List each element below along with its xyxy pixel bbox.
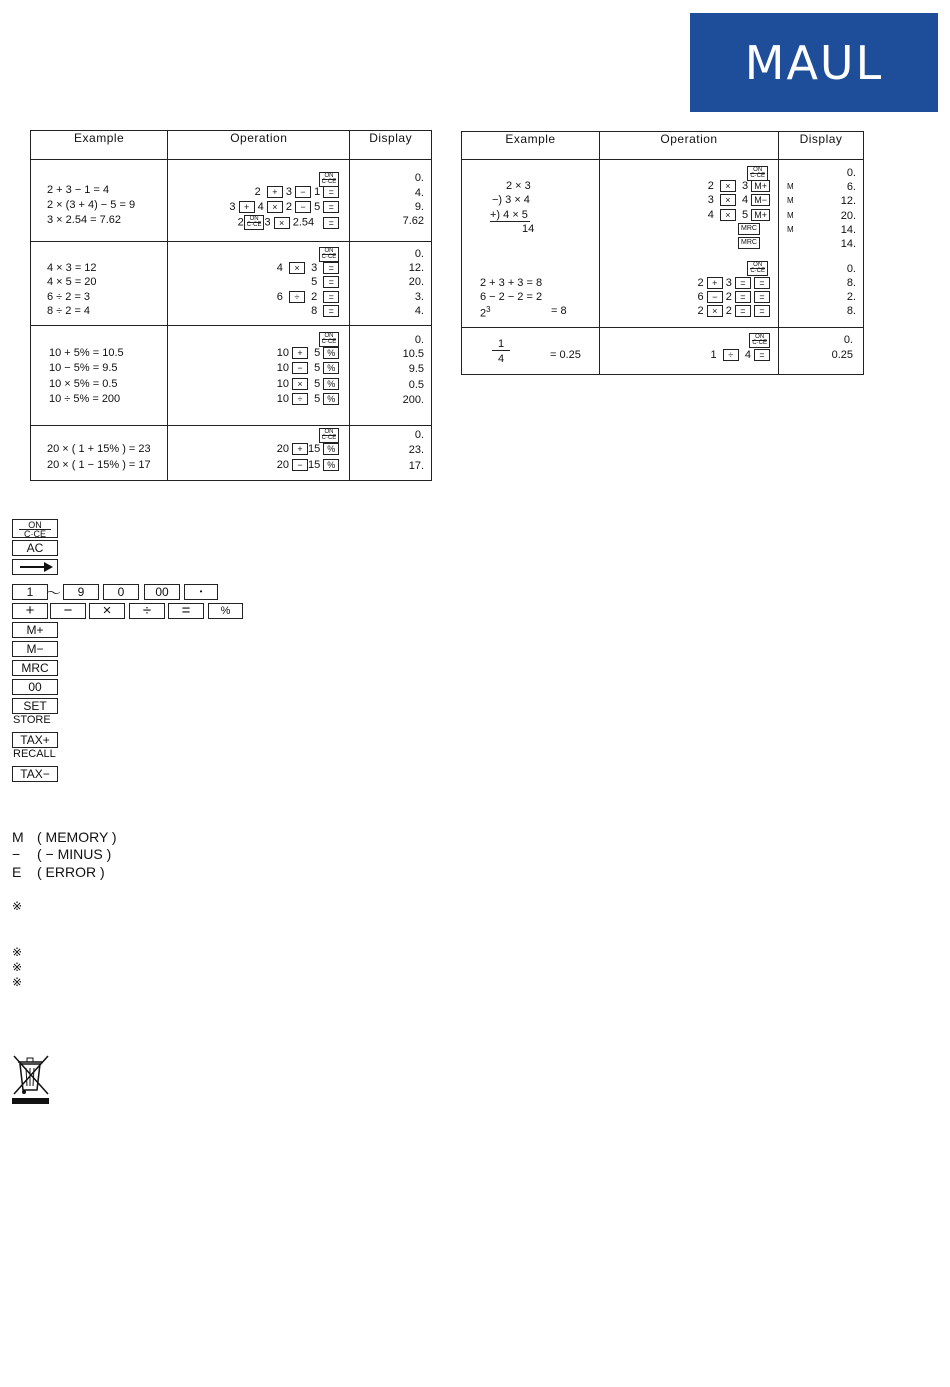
display-value: 2. [846,291,856,303]
example-cell [31,242,168,326]
memory-indicator-symbol: M [12,829,24,845]
display-cell [350,160,432,242]
display-value: 6. [846,181,856,193]
example-line: 2 + 3 + 3 = 8 [480,277,543,289]
on-key-icon: $\frac{ON}{C\cdot CE}$ [319,172,340,187]
mminus-key-icon: M− [751,194,770,206]
plus-key-icon: + [12,603,48,619]
times-key-icon: × [720,194,736,206]
minus-indicator-symbol: − [12,846,21,862]
display-value: 4. [414,187,424,199]
equals-key-icon: = [754,349,770,361]
equals-key-icon: = [323,262,339,274]
mrc-key-icon: MRC [738,223,760,235]
equals-key-icon: = [735,277,751,289]
display-value: 0. [414,429,424,441]
equals-key-icon: = [323,217,339,229]
decimal-key-icon: • [184,584,218,600]
equals-key-icon: = [323,305,339,317]
example-line: 4 × 3 = 12 [47,262,97,274]
divide-key-icon: ÷ [723,349,739,361]
divide-key-icon: ÷ [292,393,308,405]
on-key-icon: $\frac{ON}{C\cdot CE}$ [244,215,265,230]
example-line: 2 + 3 − 1 = 4 [47,184,110,196]
mminus-key-icon: M− [12,641,58,657]
display-value: 17. [408,460,424,472]
recall-label: RECALL [13,748,56,760]
memory-indicator: M [787,182,794,191]
example-cell [462,160,600,328]
display-value: 9. [414,201,424,213]
memory-indicator: M [787,196,794,205]
mplus-key-icon: M+ [12,622,58,638]
equals-key-icon: = [754,305,770,317]
times-key-icon: × [707,305,723,317]
maul-logo [690,13,938,112]
example-line: 10 × 5% = 0.5 [49,378,118,390]
plus-key-icon: + [292,443,308,455]
reference-mark: ※ [12,960,23,974]
example-line: 20 × ( 1 + 15% ) = 23 [47,443,151,455]
operation-cell: $\frac{ON}{C\cdot CE}$ 1 ÷ 4 = [600,328,779,375]
percent-key-icon: % [323,393,339,405]
example-cell [462,328,600,375]
on-key-icon: $\frac{ON}{C\cdot CE}$ [319,332,340,347]
on-key-icon: $\frac{ON}{C\cdot CE}$ [747,166,768,181]
key-0-icon: 0 [103,584,139,600]
times-key-icon: × [720,209,736,221]
logo-text: MAUL [744,35,884,90]
display-value: 12. [408,262,424,274]
percent-key-icon: % [323,347,339,359]
operation-cell: $\frac{ON}{C\cdot CE}$ 4 × 3 = 5 = 6 ÷ 2 = 8 = [168,242,350,326]
on-key-icon: $\frac{ON}{C\cdot CE}$ [319,247,340,262]
example-result: 14 [522,223,535,235]
display-value: 20. [840,210,856,222]
display-cell [350,242,432,326]
equals-key-icon: = [754,277,770,289]
example-line: +) 4 × 5 [490,209,528,221]
example-cell [31,326,168,426]
double-zero-key-icon: 00 [12,679,58,695]
times-key-icon: × [274,217,290,229]
display-value: 10.5 [402,348,424,360]
range-tilde: 〜 [46,585,62,602]
mrc-key-icon: MRC [738,237,760,249]
error-indicator-text: ( ERROR ) [37,864,105,880]
minus-key-icon: − [50,603,86,619]
percent-key-icon: % [323,459,339,471]
on-key-icon: $\frac{ON}{C\cdot CE}$ [319,428,340,443]
minus-key-icon: − [292,459,308,471]
header-display: Display [350,131,432,160]
display-cell [779,328,864,375]
memory-indicator: M [787,211,794,220]
example-line: 2 × 3 [506,180,531,192]
equals-key-icon: = [323,276,339,288]
minus-key-icon: − [295,186,311,198]
display-value: 12. [840,195,856,207]
equals-key-icon: = [735,305,751,317]
display-value: 23. [408,444,424,456]
display-value: 8. [846,305,856,317]
display-value: 14. [840,238,856,250]
tax-plus-key-icon: TAX+ [12,732,58,748]
display-value: 200. [402,394,424,406]
times-key-icon: × [720,180,736,192]
example-line: 4 × 5 = 20 [47,276,97,288]
display-cell [779,160,864,328]
times-key-icon: × [89,603,125,619]
percent-key-icon: % [323,362,339,374]
display-value: 0. [843,334,853,346]
display-value: 0. [414,172,424,184]
mplus-key-icon: M+ [751,180,770,192]
key-9-icon: 9 [63,584,99,600]
mplus-key-icon: M+ [751,209,770,221]
right-example-table [461,131,864,375]
key-1-icon: 1 [12,584,48,600]
plus-key-icon: + [707,277,723,289]
example-line: 8 ÷ 2 = 4 [47,305,91,317]
equals-key-icon: = [735,291,751,303]
equals-key-icon: = [168,603,204,619]
example-cell [31,160,168,242]
reference-mark: ※ [12,975,23,989]
display-value: 9.5 [408,363,424,375]
minus-key-icon: − [292,362,308,374]
reference-mark: ※ [12,945,23,959]
example-line: 2 × (3 + 4) − 5 = 9 [47,199,136,211]
example-line: −) 3 × 4 [492,194,530,206]
mrc-key-icon: MRC [12,660,58,676]
divide-key-icon: ÷ [129,603,165,619]
on-cce-key-icon: ON C·CE [12,519,58,538]
example-line: 10 − 5% = 9.5 [49,362,118,374]
memory-indicator-text: ( MEMORY ) [37,829,117,845]
percent-key-icon: % [323,443,339,455]
equals-key-icon: = [323,186,339,198]
display-value: 0. [846,167,856,179]
display-value: 0. [414,248,424,260]
operation-cell: $\frac{ON}{C\cdot CE}$ 2 + 3 − 1 = 3 + 4 × 2 − 5 = 2 $\frac{ON}{C\cdot CE}3 \times 2.54$ = [168,160,350,242]
ac-key-icon: AC [12,540,58,556]
example-line: 6 ÷ 2 = 3 [47,291,91,303]
operation-cell: $\frac{ON}{C\cdot CE}$ 2 × 3 M+ 3 × 4 M− 4 × 5 M+ MRC MRC $\frac{ON}{C\cdot CE}$ 2 + 3 = = 6 − 2 = = 2 × 2 = = [600,160,779,328]
example-line: 20 × ( 1 − 15% ) = 17 [47,459,151,471]
reference-mark: ※ [12,899,23,913]
header-display: Display [779,132,864,160]
plus-key-icon: + [239,201,255,213]
example-line: 10 ÷ 5% = 200 [49,393,121,405]
display-value: 0.25 [831,349,853,361]
example-cell [31,426,168,481]
plus-key-icon: + [267,186,283,198]
example-line: = 8 [551,305,567,317]
header-example: Example [462,132,600,160]
display-cell [350,326,432,426]
left-example-table [30,130,432,481]
operation-cell: $\frac{ON}{C\cdot CE}$ 10 + 5 % 10 − 5 % 10 × 5 % 10 ÷ 5 % [168,326,350,426]
set-key-icon: SET [12,698,58,714]
header-operation: Operation [168,131,350,160]
example-line: = 0.25 [550,349,581,361]
divide-key-icon: ÷ [289,291,305,303]
key-00-icon: 00 [144,584,180,600]
equals-key-icon: = [754,291,770,303]
fraction-numerator: 1 [492,338,510,351]
display-value: 20. [408,276,424,288]
header-example: Example [31,131,168,160]
tax-minus-key-icon: TAX− [12,766,58,782]
arrow-key-icon [12,559,58,575]
display-value: 3. [414,291,424,303]
plus-key-icon: + [292,347,308,359]
display-value: 8. [846,277,856,289]
on-key-icon: $\frac{ON}{C\cdot CE}$ [749,333,770,348]
example-line: 10 + 5% = 10.5 [49,347,124,359]
header-operation: Operation [600,132,779,160]
display-value: 0.5 [408,379,424,391]
times-key-icon: × [292,378,308,390]
percent-key-icon: % [323,378,339,390]
error-indicator-symbol: E [12,864,22,880]
display-value: 14. [840,224,856,236]
equals-key-icon: = [323,201,339,213]
display-value: 0. [414,334,424,346]
weee-crossed-bin-icon [12,1054,50,1106]
minus-indicator-text: ( − MINUS ) [37,846,112,862]
memory-indicator: M [787,225,794,234]
display-cell [350,426,432,481]
display-value: 0. [846,263,856,275]
fraction-denominator: 4 [498,353,505,365]
display-value: 7.62 [402,215,424,227]
operation-cell: $\frac{ON}{C\cdot CE}$ 20 + 15 % 20 − 15 % [168,426,350,481]
example-line: 6 − 2 − 2 = 2 [480,291,543,303]
on-key-icon: $\frac{ON}{C\cdot CE}$ [747,261,768,276]
times-key-icon: × [289,262,305,274]
minus-key-icon: − [707,291,723,303]
example-line: $2^3$ [480,305,491,320]
percent-key-icon: % [208,603,243,619]
minus-key-icon: − [295,201,311,213]
example-line: 3 × 2.54 = 7.62 [47,214,122,226]
times-key-icon: × [267,201,283,213]
store-label: STORE [13,714,51,726]
equals-key-icon: = [323,291,339,303]
display-value: 4. [414,305,424,317]
